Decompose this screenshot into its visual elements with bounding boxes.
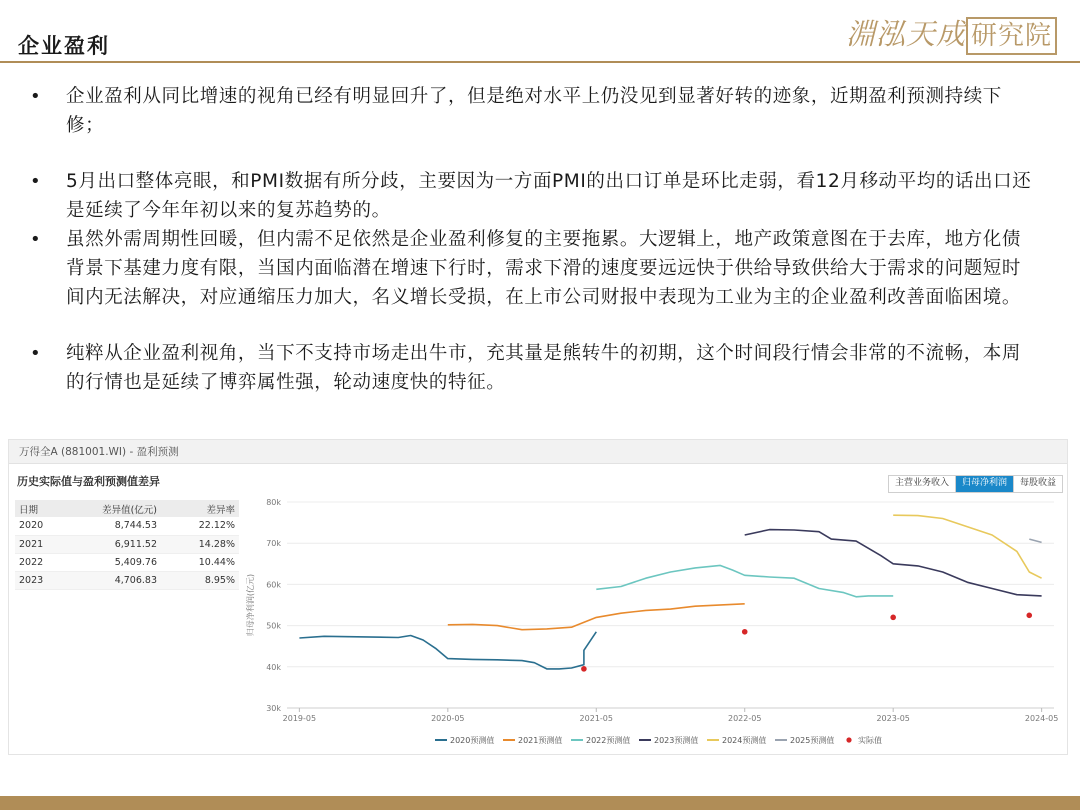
table-cell: 8.95% <box>161 571 239 589</box>
table-cell: 8,744.53 <box>75 517 161 535</box>
legend-label: 2024预测值 <box>722 736 767 745</box>
x-tick-label: 2021-05 <box>579 714 613 723</box>
table-cell: 2022 <box>15 553 75 571</box>
title-divider <box>0 61 1080 63</box>
x-tick-label: 2023-05 <box>876 714 910 723</box>
y-tick-label: 80k <box>266 498 281 507</box>
x-tick-label: 2024-05 <box>1024 714 1059 723</box>
series-line <box>745 530 1042 596</box>
table-cell: 5,409.76 <box>75 553 161 571</box>
table-header-diff: 差异值(亿元) <box>75 500 161 517</box>
bullet-item: • 5月出口整体亮眼，和PMI数据有所分歧，主要因为一方面PMI的出口订单是环比走弱，看12月移动平均的话出口还是延续了今年年初以来的复苏趋势的。 <box>30 167 1040 225</box>
earnings-forecast-panel <box>8 439 1068 755</box>
table-cell: 22.12% <box>161 517 239 535</box>
bullet-item: • 企业盈利从同比增速的视角已经有明显回升了，但是绝对水平上仍没见到显著好转的迹象，近期盈利预测持续下修； <box>30 82 1040 140</box>
table-cell: 2020 <box>15 517 75 535</box>
actual-point <box>890 615 896 621</box>
series-line <box>1029 539 1041 542</box>
legend-swatch <box>846 737 851 742</box>
bullet-item: • 虽然外需周期性回暖，但内需不足依然是企业盈利修复的主要拖累。大逻辑上，地产政策意图在于去库，地方化债背景下基建力度有限，当国内面临潜在增速下行时，需求下滑的速度要远远快于供给导致供给大于需求的问题短时间内无法解决，对应通缩压力加大，名义增长受损，在上市公司财报中表现为工业为主的企业盈利改善面临困境。 <box>30 225 1040 312</box>
table-cell: 2021 <box>15 535 75 553</box>
y-axis-label: 归母净利润(亿元) <box>246 573 255 637</box>
tab-revenue[interactable]: 主营业务收入 <box>889 476 955 492</box>
table-cell: 4,706.83 <box>75 571 161 589</box>
brand-logo <box>846 12 1058 54</box>
logo-box-text: 研究院 <box>966 17 1057 55</box>
y-tick-label: 30k <box>266 704 281 713</box>
series-line <box>893 515 1041 578</box>
panel-breadcrumb: 万得全A (881001.WI) - 盈利预测 <box>9 440 1067 464</box>
x-tick-label: 2020-05 <box>431 714 465 723</box>
series-line <box>299 632 596 669</box>
legend-label: 2020预测值 <box>450 736 495 745</box>
y-tick-label: 40k <box>266 662 281 672</box>
x-tick-label: 2019-05 <box>282 714 317 723</box>
header <box>0 0 1080 64</box>
bullet-item: • 纯粹从企业盈利视角，当下不支持市场走出牛市，充其量是熊转牛的初期，这个时间段行情会非常的不流畅，本周的行情也是延续了博弈属性强，轮动速度快的特征。 <box>30 339 1040 397</box>
x-tick-label: 2022-05 <box>728 714 762 723</box>
page-title: 企业盈利 <box>18 34 110 58</box>
y-tick-label: 60k <box>266 580 281 590</box>
table-header-date: 日期 <box>15 500 75 517</box>
legend-label: 2022预测值 <box>586 736 631 745</box>
actual-point <box>581 666 587 672</box>
forecast-line-chart <box>9 440 1069 756</box>
footer-bar <box>0 796 1080 810</box>
logo-main-text: 淵泓天成 <box>846 17 967 51</box>
legend-label: 2023预测值 <box>654 736 699 745</box>
bullet-list <box>30 82 1040 397</box>
legend-label: 实际值 <box>858 736 882 745</box>
legend-label: 2021预测值 <box>518 736 563 745</box>
actual-point <box>1026 613 1032 619</box>
table-header-rate: 差异率 <box>161 500 239 517</box>
tab-net-profit[interactable]: 归母净利润 <box>955 476 1013 492</box>
table-cell: 6,911.52 <box>75 535 161 553</box>
series-line <box>596 565 893 596</box>
tab-eps[interactable]: 每股收益 <box>1013 476 1062 492</box>
panel-subtitle: 历史实际值与盈利预测值差异 <box>17 475 160 488</box>
table-cell: 10.44% <box>161 553 239 571</box>
legend-label: 2025预测值 <box>790 736 835 745</box>
y-tick-label: 50k <box>266 621 281 631</box>
table-cell: 2023 <box>15 571 75 589</box>
y-tick-label: 70k <box>266 539 281 549</box>
table-cell: 14.28% <box>161 535 239 553</box>
actual-point <box>742 629 748 635</box>
